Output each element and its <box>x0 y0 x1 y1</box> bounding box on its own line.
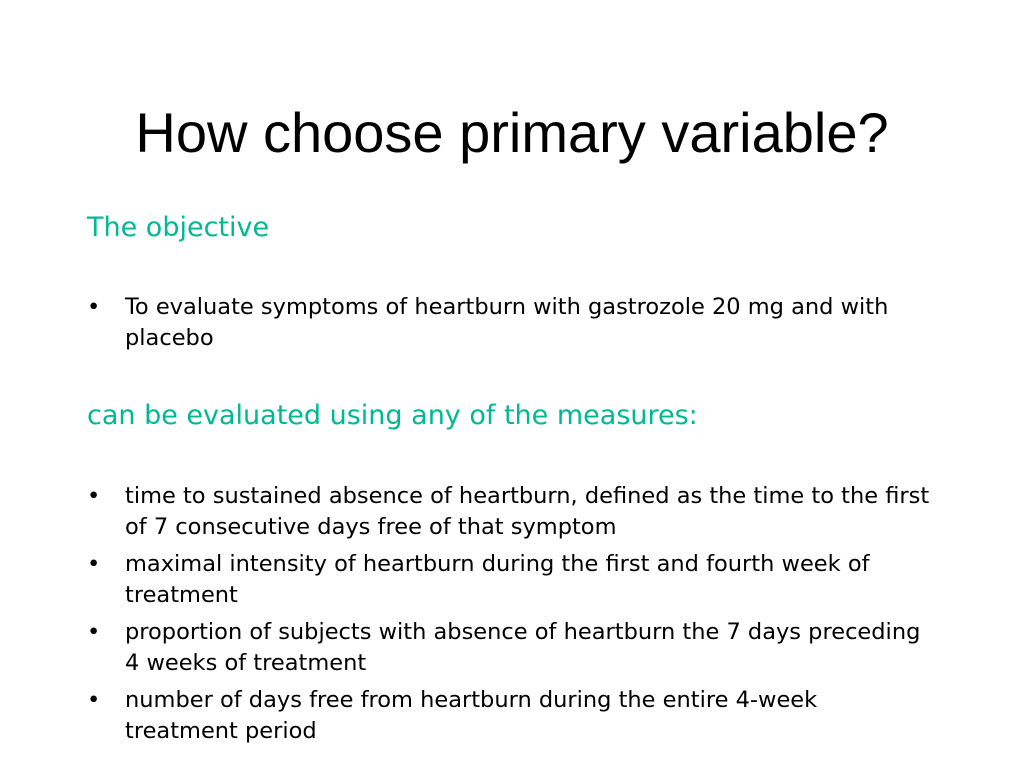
bullet-icon: • <box>87 294 101 320</box>
bullet-item <box>87 685 937 747</box>
bullet-text: number of days free from heartburn during the entire 4-week treatment period <box>125 687 818 744</box>
slide-title: How choose primary variable? <box>135 101 889 164</box>
bullet-text: To evaluate symptoms of heartburn with gastrozole 20 mg and with placebo <box>125 294 889 351</box>
bullet-icon: • <box>87 483 101 509</box>
bullet-text: proportion of subjects with absence of heartburn the 7 days preceding 4 weeks of treatment <box>125 619 921 676</box>
section-heading-measures: can be evaluated using any of the measures: <box>87 400 698 431</box>
bullet-text: maximal intensity of heartburn during the first and fourth week of treatment <box>125 551 870 608</box>
bullet-text: time to sustained absence of heartburn, defined as the time to the first of 7 consecutive days free of that symptom <box>125 483 930 540</box>
bullet-item <box>87 617 937 679</box>
measures-bullet-list <box>87 481 937 753</box>
section-heading-objective: The objective <box>87 212 270 243</box>
bullet-item <box>87 481 937 543</box>
bullet-item <box>87 292 937 354</box>
bullet-item <box>87 549 937 611</box>
bullet-icon: • <box>87 619 101 645</box>
objective-bullet-list <box>87 292 937 360</box>
bullet-icon: • <box>87 551 101 577</box>
bullet-icon: • <box>87 687 101 713</box>
